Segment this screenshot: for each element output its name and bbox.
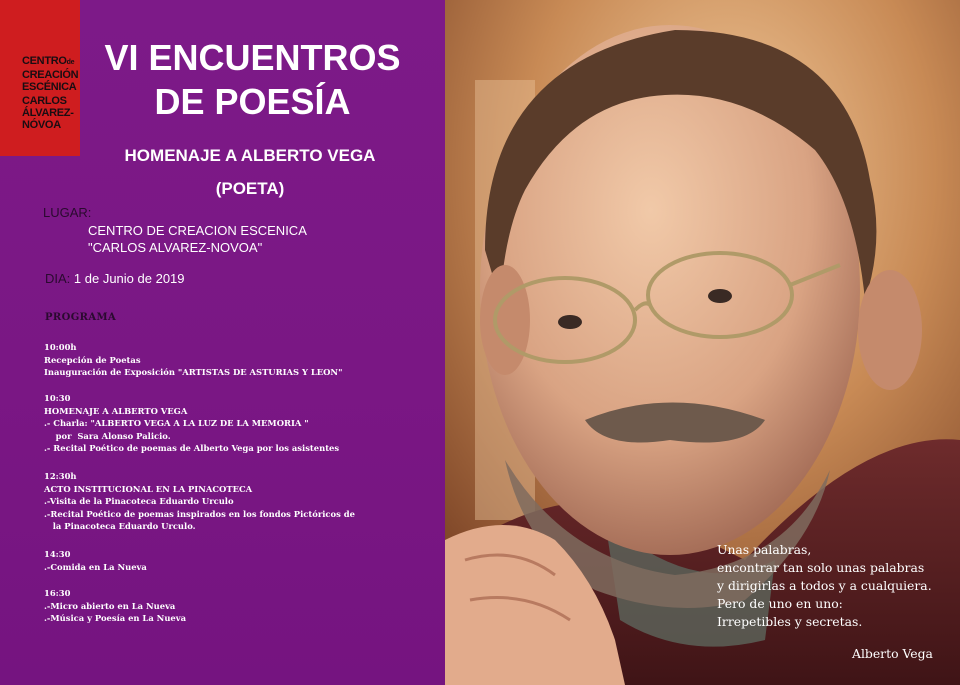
program-line: ACTO INSTITUCIONAL EN LA PINACOTECA — [44, 483, 253, 494]
lugar-line2: "CARLOS ALVAREZ-NOVOA" — [88, 240, 263, 255]
program-line: 10:00h — [44, 342, 77, 352]
program-line: .-Comida en La Nueva — [44, 561, 147, 572]
quote-line: encontrar tan solo unas palabras — [717, 560, 925, 575]
lugar-value — [88, 222, 307, 256]
quote-author: Alberto Vega — [852, 646, 933, 661]
program-block-1030 — [44, 392, 339, 455]
quote-line: Irrepetibles y secretas. — [717, 614, 863, 629]
lugar-line1: CENTRO DE CREACION ESCENICA — [88, 223, 307, 238]
poem-quote — [717, 541, 932, 631]
program-line: Inauguración de Exposición "ARTISTAS DE ASTURIAS Y LEON" — [44, 367, 343, 378]
program-line: .-Recital Poético de poemas inspirados en los fondos Pictóricos de — [44, 508, 355, 519]
poster-left-panel — [0, 0, 445, 685]
program-line: .-Micro abierto en La Nueva — [44, 600, 176, 611]
dia-value: 1 de Junio de 2019 — [70, 271, 185, 286]
subtitle-line2: (POETA) — [215, 179, 285, 198]
program-block-1000 — [44, 341, 342, 379]
title-line2: DE POESÍA — [154, 81, 351, 122]
logo-line5: ÁLVAREZ- — [22, 107, 74, 119]
poster-title — [80, 36, 425, 124]
quote-line: Pero de uno en uno: — [717, 596, 843, 611]
program-line: Recepción de Poetas — [44, 354, 141, 365]
program-block-1230 — [44, 470, 355, 533]
dia-row — [45, 271, 185, 286]
program-line: .-Visita de la Pinacoteca Eduardo Urculo — [44, 496, 234, 507]
logo-line2: CREACIÓN — [22, 69, 79, 81]
lugar-label: LUGAR: — [43, 205, 92, 220]
dia-label: DIA: — [45, 271, 71, 286]
title-line1: VI ENCUENTROS — [104, 37, 401, 78]
program-line: por Sara Alonso Palicio. — [44, 430, 171, 441]
venue-logo-text — [22, 55, 78, 131]
venue-logo — [0, 0, 80, 156]
programa-heading: PROGRAMA — [45, 312, 117, 323]
logo-line4: CARLOS — [22, 95, 67, 107]
program-line: HOMENAJE A ALBERTO VEGA — [44, 405, 188, 416]
logo-line3: ESCÉNICA — [22, 81, 77, 93]
logo-line6: NÓVOA — [22, 119, 61, 131]
logo-line1-small: de — [66, 59, 75, 66]
program-line: 16:30 — [44, 588, 71, 598]
program-line: .- Recital Poético de poemas de Alberto Vega por los asistentes — [44, 443, 340, 454]
program-line: la Pinacoteca Eduardo Urculo. — [44, 521, 196, 532]
program-line: .- Charla: "ALBERTO VEGA A LA LUZ DE LA MEMORIA " — [44, 418, 309, 429]
program-block-1430 — [44, 548, 147, 573]
subtitle-line1: HOMENAJE A ALBERTO VEGA — [124, 146, 376, 165]
program-line: 10:30 — [44, 393, 71, 403]
program-line: .-Música y Poesía en La Nueva — [44, 613, 187, 624]
program-line: 12:30h — [44, 471, 77, 481]
poster-subtitle — [80, 139, 420, 205]
quote-line: Unas palabras, — [717, 542, 812, 557]
program-block-1630 — [44, 587, 186, 625]
logo-line1: CENTRO — [22, 55, 67, 67]
program-line: 14:30 — [44, 549, 71, 559]
quote-line: y dirigirlas a todos y a cualquiera. — [717, 578, 932, 593]
